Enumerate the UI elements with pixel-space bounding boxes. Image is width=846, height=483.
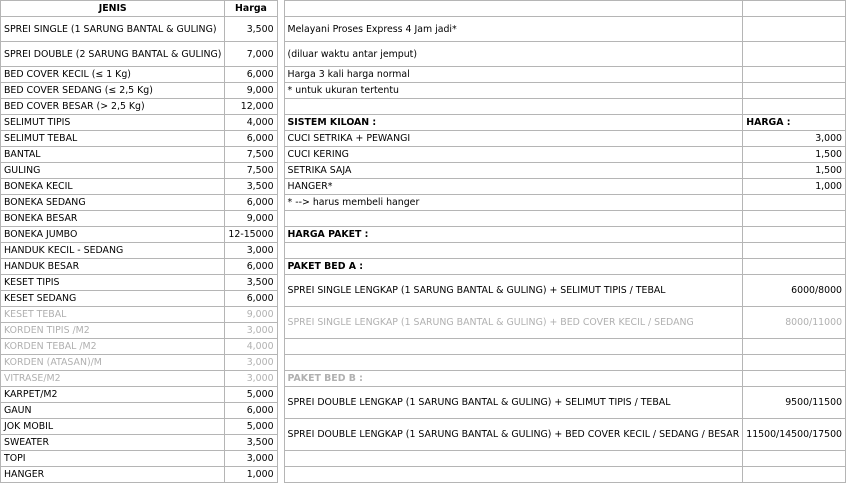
hanger-note: * --> harus membeli hanger xyxy=(284,195,743,211)
table-row xyxy=(1,467,846,483)
item-price: 3,000 xyxy=(225,243,277,259)
table-row xyxy=(1,339,846,355)
header-row xyxy=(1,1,846,17)
harga-paket-heading: HARGA PAKET : xyxy=(284,227,743,243)
table-row xyxy=(1,371,846,387)
item-name: BONEKA JUMBO xyxy=(1,227,225,243)
table-row xyxy=(1,17,846,42)
table-row xyxy=(1,211,846,227)
diluar-note: (diluar waktu antar jemput) xyxy=(284,42,743,67)
item-price: 9,000 xyxy=(225,307,277,323)
item-name: VITRASE/M2 xyxy=(1,371,225,387)
paket-b-heading: PAKET BED B : xyxy=(284,371,743,387)
item-price: 3,000 xyxy=(225,451,277,467)
item-name: JOK MOBIL xyxy=(1,419,225,435)
express-note: Melayani Proses Express 4 Jam jadi* xyxy=(284,17,743,42)
item-price: 6,000 xyxy=(225,67,277,83)
item-name: KESET TIPIS xyxy=(1,275,225,291)
item-price: 6,000 xyxy=(225,195,277,211)
item-name: HANGER xyxy=(1,467,225,483)
item-name: BANTAL xyxy=(1,147,225,163)
kiloan-price: 1,500 xyxy=(743,163,846,179)
item-name: BONEKA BESAR xyxy=(1,211,225,227)
paket-b-item: SPREI DOUBLE LENGKAP (1 SARUNG BANTAL & GULING) + BED COVER KECIL / SEDANG / BESAR xyxy=(284,419,743,451)
item-price: 12,000 xyxy=(225,99,277,115)
item-price: 12-15000 xyxy=(225,227,277,243)
item-name: BONEKA KECIL xyxy=(1,179,225,195)
table-row xyxy=(1,419,846,435)
harga3-note: Harga 3 kali harga normal xyxy=(284,67,743,83)
item-name: KESET TEBAL xyxy=(1,307,225,323)
item-name: GAUN xyxy=(1,403,225,419)
table-row xyxy=(1,451,846,467)
item-name: SPREI SINGLE (1 SARUNG BANTAL & GULING) xyxy=(1,17,225,42)
table-row xyxy=(1,275,846,291)
item-price: 4,000 xyxy=(225,339,277,355)
kiloan-price: 1,500 xyxy=(743,147,846,163)
table-row xyxy=(1,115,846,131)
table-row xyxy=(1,227,846,243)
item-name: KORDEN (ATASAN)/M xyxy=(1,355,225,371)
paket-b-item: SPREI DOUBLE LENGKAP (1 SARUNG BANTAL & GULING) + SELIMUT TIPIS / TEBAL xyxy=(284,387,743,419)
item-price: 9,000 xyxy=(225,83,277,99)
item-name: KARPET/M2 xyxy=(1,387,225,403)
harga-heading: HARGA : xyxy=(743,115,846,131)
item-name: BED COVER BESAR (> 2,5 Kg) xyxy=(1,99,225,115)
kiloan-price: 3,000 xyxy=(743,131,846,147)
sistem-kiloan-heading: SISTEM KILOAN : xyxy=(284,115,743,131)
item-name: KORDEN TEBAL /M2 xyxy=(1,339,225,355)
item-name: BONEKA SEDANG xyxy=(1,195,225,211)
ukuran-note: * untuk ukuran tertentu xyxy=(284,83,743,99)
paket-a-item: SPREI SINGLE LENGKAP (1 SARUNG BANTAL & GULING) + SELIMUT TIPIS / TEBAL xyxy=(284,275,743,307)
table-row xyxy=(1,243,846,259)
item-price: 3,500 xyxy=(225,17,277,42)
table-row xyxy=(1,131,846,147)
table-row xyxy=(1,259,846,275)
item-name: TOPI xyxy=(1,451,225,467)
table-row xyxy=(1,195,846,211)
item-name: SPREI DOUBLE (2 SARUNG BANTAL & GULING) xyxy=(1,42,225,67)
item-price: 5,000 xyxy=(225,387,277,403)
item-price: 9,000 xyxy=(225,211,277,227)
item-name: BED COVER SEDANG (≤ 2,5 Kg) xyxy=(1,83,225,99)
kiloan-price: 1,000 xyxy=(743,179,846,195)
kiloan-name: CUCI KERING xyxy=(284,147,743,163)
item-name: SELIMUT TEBAL xyxy=(1,131,225,147)
item-price: 6,000 xyxy=(225,259,277,275)
table-row xyxy=(1,163,846,179)
col-header-jenis: JENIS xyxy=(1,1,225,17)
item-price: 7,500 xyxy=(225,147,277,163)
item-price: 3,500 xyxy=(225,435,277,451)
table-row xyxy=(1,83,846,99)
kiloan-name: CUCI SETRIKA + PEWANGI xyxy=(284,131,743,147)
item-name: BED COVER KECIL (≤ 1 Kg) xyxy=(1,67,225,83)
paket-a-price: 6000/8000 xyxy=(743,275,846,307)
paket-a-item: SPREI SINGLE LENGKAP (1 SARUNG BANTAL & GULING) + BED COVER KECIL / SEDANG xyxy=(284,307,743,339)
item-price: 1,000 xyxy=(225,467,277,483)
table-row xyxy=(1,307,846,323)
item-name: KORDEN TIPIS /M2 xyxy=(1,323,225,339)
item-price: 4,000 xyxy=(225,115,277,131)
table-row xyxy=(1,355,846,371)
table-row xyxy=(1,99,846,115)
item-name: GULING xyxy=(1,163,225,179)
item-name: HANDUK KECIL - SEDANG xyxy=(1,243,225,259)
item-price: 3,000 xyxy=(225,323,277,339)
item-name: SELIMUT TIPIS xyxy=(1,115,225,131)
kiloan-name: SETRIKA SAJA xyxy=(284,163,743,179)
item-name: HANDUK BESAR xyxy=(1,259,225,275)
item-name: SWEATER xyxy=(1,435,225,451)
table-row xyxy=(1,67,846,83)
item-price: 3,000 xyxy=(225,355,277,371)
table-row xyxy=(1,147,846,163)
kiloan-name: HANGER* xyxy=(284,179,743,195)
item-price: 6,000 xyxy=(225,131,277,147)
item-price: 5,000 xyxy=(225,419,277,435)
item-price: 6,000 xyxy=(225,403,277,419)
item-name: KESET SEDANG xyxy=(1,291,225,307)
table-row xyxy=(1,179,846,195)
item-price: 7,000 xyxy=(225,42,277,67)
item-price: 6,000 xyxy=(225,291,277,307)
col-header-harga: Harga xyxy=(225,1,277,17)
item-price: 3,500 xyxy=(225,179,277,195)
paket-b-price: 11500/14500/17500 xyxy=(743,419,846,451)
table-row xyxy=(1,42,846,67)
item-price: 3,000 xyxy=(225,371,277,387)
table-row xyxy=(1,387,846,403)
paket-a-price: 8000/11000 xyxy=(743,307,846,339)
item-price: 7,500 xyxy=(225,163,277,179)
paket-b-price: 9500/11500 xyxy=(743,387,846,419)
paket-a-heading: PAKET BED A : xyxy=(284,259,743,275)
item-price: 3,500 xyxy=(225,275,277,291)
